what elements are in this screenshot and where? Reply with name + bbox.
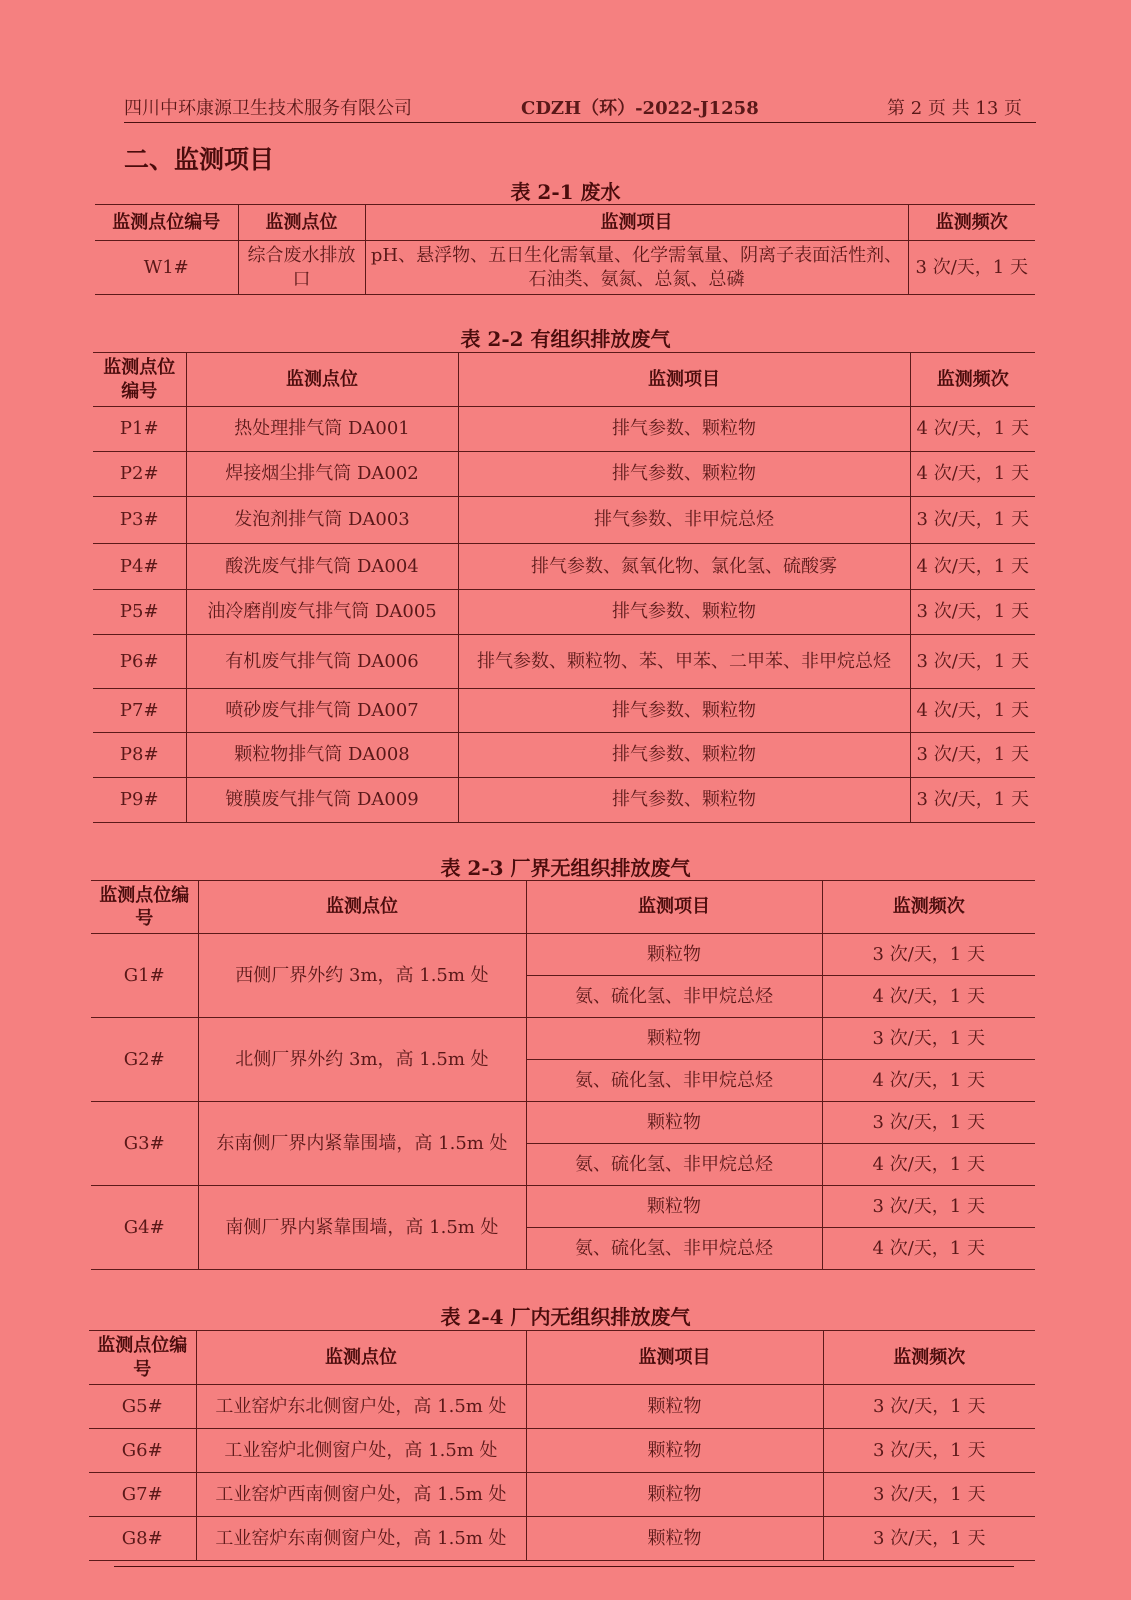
table-row [93,778,1035,823]
frequency-cell: 4 次/天，1 天 [910,544,1035,590]
frequency-cell: 3 次/天，1 天 [822,934,1035,976]
location-cell: 油冷磨削废气排气筒 DA005 [186,590,458,635]
location-cell: 综合废水排放口 [238,241,365,295]
items-cell: 颗粒物 [526,1018,822,1060]
table-row [93,407,1035,452]
frequency-cell: 3 次/天，1 天 [822,1102,1035,1144]
location-cell: 西侧厂界外约 3m，高 1.5m 处 [198,934,526,1018]
table-row [93,635,1035,689]
frequency-cell: 3 次/天，1 天 [822,1186,1035,1228]
col-header: 监测点位编号 [93,353,186,407]
frequency-cell: 3 次/天，1 天 [910,590,1035,635]
point-id-cell: G2# [91,1018,198,1102]
location-cell: 酸洗废气排气筒 DA004 [186,544,458,590]
location-cell: 东南侧厂界内紧靠围墙，高 1.5m 处 [198,1102,526,1186]
items-cell: 排气参数、颗粒物、苯、甲苯、二甲苯、非甲烷总烃 [458,635,910,689]
items-cell: 氨、硫化氢、非甲烷总烃 [526,1144,822,1186]
col-header: 监测项目 [365,205,908,241]
items-cell: 排气参数、颗粒物 [458,590,910,635]
location-cell: 工业窑炉北侧窗户处，高 1.5m 处 [196,1429,526,1473]
location-cell: 有机废气排气筒 DA006 [186,635,458,689]
col-header: 监测频次 [822,881,1035,934]
table-2-4-caption: 表 2-4 厂内无组织排放废气 [440,1305,691,1329]
items-cell: 氨、硫化氢、非甲烷总烃 [526,1060,822,1102]
location-cell: 工业窑炉东北侧窗户处，高 1.5m 处 [196,1385,526,1429]
items-cell: 排气参数、颗粒物 [458,689,910,733]
col-header: 监测项目 [458,353,910,407]
point-id-cell: P1# [93,407,186,452]
location-cell: 镀膜废气排气筒 DA009 [186,778,458,823]
page-number: 第 2 页 共 13 页 [887,98,1022,119]
table-row [91,934,1035,976]
col-header: 监测点位 [238,205,365,241]
table-organized-exhaust [93,352,1035,823]
items-cell: 氨、硫化氢、非甲烷总烃 [526,976,822,1018]
items-cell: 颗粒物 [526,1429,823,1473]
point-id-cell: P6# [93,635,186,689]
table-row [89,1429,1035,1473]
items-cell: 颗粒物 [526,1473,823,1517]
frequency-cell: 4 次/天，1 天 [910,407,1035,452]
items-cell: pH、悬浮物、五日生化需氧量、化学需氧量、阴离子表面活性剂、石油类、氨氮、总氮、总磷 [365,241,908,295]
point-id-cell: G7# [89,1473,196,1517]
location-cell: 南侧厂界内紧靠围墙，高 1.5m 处 [198,1186,526,1270]
table-row [93,733,1035,778]
table-row [93,544,1035,590]
location-cell: 喷砂废气排气筒 DA007 [186,689,458,733]
footer-divider [114,1566,1014,1567]
table-row [91,1186,1035,1228]
point-id-cell: G4# [91,1186,198,1270]
table-indoor-fugitive [89,1330,1035,1561]
location-cell: 焊接烟尘排气筒 DA002 [186,452,458,497]
point-id-cell: P9# [93,778,186,823]
items-cell: 排气参数、氮氧化物、氯化氢、硫酸雾 [458,544,910,590]
point-id-cell: G5# [89,1385,196,1429]
frequency-cell: 3 次/天，1 天 [823,1473,1035,1517]
col-header: 监测点位编号 [95,205,238,241]
page-header [124,92,1036,123]
items-cell: 颗粒物 [526,1385,823,1429]
point-id-cell: W1# [95,241,238,295]
items-cell: 颗粒物 [526,1186,822,1228]
section-title: 二、监测项目 [124,145,275,174]
point-id-cell: G6# [89,1429,196,1473]
table-row [89,1473,1035,1517]
col-header: 监测点位 [196,1331,526,1385]
table-2-3-caption: 表 2-3 厂界无组织排放废气 [440,856,691,880]
table-2-2-caption: 表 2-2 有组织排放废气 [460,327,671,351]
col-header: 监测项目 [526,881,822,934]
table-row [89,1385,1035,1429]
col-header: 监测点位 [198,881,526,934]
report-code: CDZH（环）-2022-J1258 [521,98,759,119]
items-cell: 排气参数、颗粒物 [458,407,910,452]
point-id-cell: P2# [93,452,186,497]
location-cell: 北侧厂界外约 3m，高 1.5m 处 [198,1018,526,1102]
col-header: 监测频次 [910,353,1035,407]
frequency-cell: 3 次/天，1 天 [910,635,1035,689]
table-boundary-fugitive [91,880,1035,1270]
point-id-cell: G3# [91,1102,198,1186]
items-cell: 排气参数、颗粒物 [458,452,910,497]
frequency-cell: 4 次/天，1 天 [910,689,1035,733]
frequency-cell: 4 次/天，1 天 [822,1144,1035,1186]
table-2-1-caption: 表 2-1 废水 [510,180,621,204]
table-row [91,1102,1035,1144]
col-header: 监测点位编号 [91,881,198,934]
col-header: 监测项目 [526,1331,823,1385]
location-cell: 工业窑炉东南侧窗户处，高 1.5m 处 [196,1517,526,1561]
frequency-cell: 4 次/天，1 天 [822,976,1035,1018]
point-id-cell: P5# [93,590,186,635]
location-cell: 工业窑炉西南侧窗户处，高 1.5m 处 [196,1473,526,1517]
frequency-cell: 3 次/天，1 天 [822,1018,1035,1060]
point-id-cell: P7# [93,689,186,733]
company-name: 四川中环康源卫生技术服务有限公司 [124,98,412,119]
table-row [91,1018,1035,1060]
location-cell: 热处理排气筒 DA001 [186,407,458,452]
point-id-cell: G8# [89,1517,196,1561]
col-header: 监测频次 [908,205,1035,241]
items-cell: 颗粒物 [526,934,822,976]
frequency-cell: 3 次/天，1 天 [823,1385,1035,1429]
frequency-cell: 3 次/天，1 天 [823,1429,1035,1473]
point-id-cell: P4# [93,544,186,590]
items-cell: 颗粒物 [526,1517,823,1561]
table-row [93,452,1035,497]
frequency-cell: 3 次/天，1 天 [908,241,1035,295]
table-row [93,689,1035,733]
frequency-cell: 3 次/天，1 天 [823,1517,1035,1561]
table-row [89,1517,1035,1561]
frequency-cell: 3 次/天，1 天 [910,778,1035,823]
items-cell: 排气参数、颗粒物 [458,733,910,778]
items-cell: 氨、硫化氢、非甲烷总烃 [526,1228,822,1270]
col-header: 监测频次 [823,1331,1035,1385]
point-id-cell: P3# [93,497,186,544]
items-cell: 颗粒物 [526,1102,822,1144]
point-id-cell: P8# [93,733,186,778]
location-cell: 发泡剂排气筒 DA003 [186,497,458,544]
frequency-cell: 3 次/天，1 天 [910,497,1035,544]
frequency-cell: 4 次/天，1 天 [822,1228,1035,1270]
location-cell: 颗粒物排气筒 DA008 [186,733,458,778]
items-cell: 排气参数、颗粒物 [458,778,910,823]
frequency-cell: 3 次/天，1 天 [910,733,1035,778]
items-cell: 排气参数、非甲烷总烃 [458,497,910,544]
frequency-cell: 4 次/天，1 天 [910,452,1035,497]
point-id-cell: G1# [91,934,198,1018]
col-header: 监测点位 [186,353,458,407]
table-row [93,590,1035,635]
col-header: 监测点位编号 [89,1331,196,1385]
table-wastewater [95,204,1035,295]
frequency-cell: 4 次/天，1 天 [822,1060,1035,1102]
table-row [95,241,1035,295]
table-row [93,497,1035,544]
